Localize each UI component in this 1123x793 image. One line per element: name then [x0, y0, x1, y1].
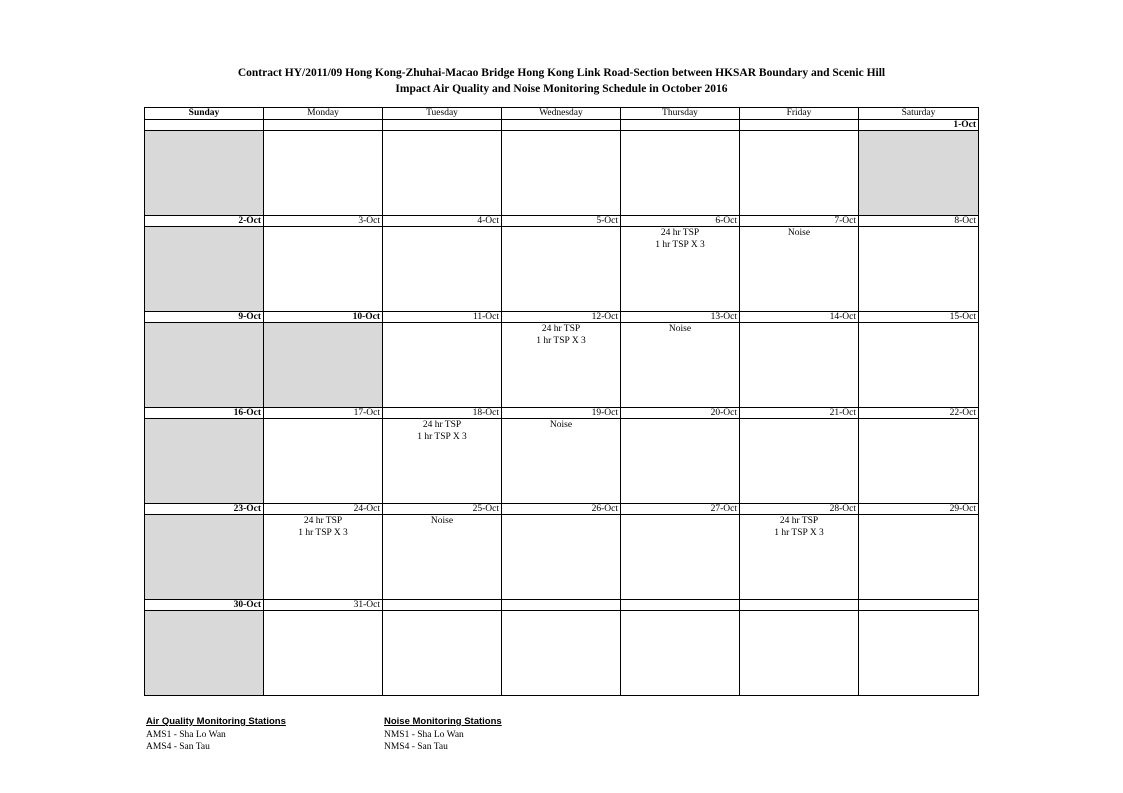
- day-cell: [502, 419, 621, 504]
- monitoring-entry: 1 hr TSP X 3: [774, 528, 824, 538]
- monitoring-entry: 24 hr TSP: [541, 324, 581, 334]
- day-date-label: 8-Oct: [859, 216, 979, 227]
- monitoring-entry: 24 hr TSP: [779, 516, 819, 526]
- monitoring-entry: 24 hr TSP: [660, 228, 700, 238]
- day-date-label: 30-Oct: [145, 600, 264, 611]
- monitoring-entry: 1 hr TSP X 3: [655, 240, 705, 250]
- day-cell: [621, 419, 740, 504]
- week-date-row: [145, 120, 979, 131]
- day-date-label: [264, 120, 383, 131]
- day-date-label: 1-Oct: [859, 120, 979, 131]
- week-date-row: [145, 600, 979, 611]
- monitoring-entry: Noise: [668, 324, 692, 334]
- day-cell: [264, 227, 383, 312]
- air-station-item: AMS4 - San Tau: [146, 742, 210, 752]
- monitoring-entry: 1 hr TSP X 3: [417, 432, 467, 442]
- day-date-label: 25-Oct: [383, 504, 502, 515]
- day-cell: [859, 227, 979, 312]
- air-quality-legend: [146, 716, 286, 753]
- weekday-header-row: [145, 108, 979, 120]
- calendar-weeks: [145, 120, 979, 696]
- day-date-label: [740, 600, 859, 611]
- day-cell: [502, 323, 621, 408]
- day-cell: [264, 515, 383, 600]
- weekday-thursday: Thursday: [621, 108, 740, 120]
- day-date-label: [859, 600, 979, 611]
- day-cell: [502, 611, 621, 696]
- weekday-sunday: Sunday: [145, 108, 264, 120]
- day-cell: [502, 227, 621, 312]
- day-date-label: [383, 600, 502, 611]
- day-cell: [859, 323, 979, 408]
- day-date-label: [621, 600, 740, 611]
- weekday-friday: Friday: [740, 108, 859, 120]
- week-date-row: [145, 504, 979, 515]
- day-cell: [621, 323, 740, 408]
- week-body-row: [145, 611, 979, 696]
- day-date-label: 3-Oct: [264, 216, 383, 227]
- week-body-row: [145, 227, 979, 312]
- noise-legend: [384, 716, 502, 753]
- day-cell: [383, 323, 502, 408]
- day-date-label: 7-Oct: [740, 216, 859, 227]
- week-date-row: [145, 312, 979, 323]
- day-date-label: 12-Oct: [502, 312, 621, 323]
- day-date-label: 11-Oct: [383, 312, 502, 323]
- monitoring-entry: Noise: [549, 420, 573, 430]
- day-cell: [145, 611, 264, 696]
- document-subtitle: Impact Air Quality and Noise Monitoring Schedule in October 2016: [395, 83, 728, 95]
- day-cell: [383, 419, 502, 504]
- day-cell: [859, 515, 979, 600]
- day-cell: [740, 227, 859, 312]
- day-cell: [740, 131, 859, 216]
- day-cell: [859, 419, 979, 504]
- weekday-tuesday: Tuesday: [383, 108, 502, 120]
- day-date-label: 18-Oct: [383, 408, 502, 419]
- week-body-row: [145, 131, 979, 216]
- day-cell: [264, 419, 383, 504]
- day-cell: [502, 131, 621, 216]
- weekday-saturday: Saturday: [859, 108, 979, 120]
- day-cell: [145, 419, 264, 504]
- day-date-label: 26-Oct: [502, 504, 621, 515]
- day-date-label: 23-Oct: [145, 504, 264, 515]
- day-date-label: 27-Oct: [621, 504, 740, 515]
- monitoring-entry: Noise: [787, 228, 811, 238]
- day-cell: [383, 611, 502, 696]
- monitoring-entry: 1 hr TSP X 3: [536, 336, 586, 346]
- day-cell: [502, 515, 621, 600]
- day-cell: [859, 131, 979, 216]
- day-date-label: 13-Oct: [621, 312, 740, 323]
- day-date-label: [621, 120, 740, 131]
- day-date-label: 14-Oct: [740, 312, 859, 323]
- day-cell: [145, 227, 264, 312]
- day-cell: [621, 227, 740, 312]
- air-station-item: AMS1 - Sha Lo Wan: [146, 730, 226, 740]
- day-date-label: [502, 120, 621, 131]
- air-quality-heading: Air Quality Monitoring Stations: [146, 716, 286, 727]
- day-cell: [621, 515, 740, 600]
- day-date-label: 24-Oct: [264, 504, 383, 515]
- day-date-label: [383, 120, 502, 131]
- day-cell: [740, 515, 859, 600]
- monitoring-entry: 24 hr TSP: [422, 420, 462, 430]
- noise-heading: Noise Monitoring Stations: [384, 716, 502, 727]
- day-date-label: 31-Oct: [264, 600, 383, 611]
- day-cell: [740, 611, 859, 696]
- day-date-label: 2-Oct: [145, 216, 264, 227]
- day-date-label: 5-Oct: [502, 216, 621, 227]
- day-cell: [145, 323, 264, 408]
- day-date-label: [502, 600, 621, 611]
- day-date-label: 15-Oct: [859, 312, 979, 323]
- day-cell: [145, 131, 264, 216]
- day-date-label: 16-Oct: [145, 408, 264, 419]
- weekday-wednesday: Wednesday: [502, 108, 621, 120]
- day-cell: [264, 131, 383, 216]
- day-date-label: [145, 120, 264, 131]
- monitoring-entry: 1 hr TSP X 3: [298, 528, 348, 538]
- week-body-row: [145, 323, 979, 408]
- noise-station-item: NMS4 - San Tau: [384, 742, 448, 752]
- day-date-label: 4-Oct: [383, 216, 502, 227]
- day-date-label: 6-Oct: [621, 216, 740, 227]
- day-date-label: 29-Oct: [859, 504, 979, 515]
- day-cell: [145, 515, 264, 600]
- day-date-label: 17-Oct: [264, 408, 383, 419]
- noise-station-item: NMS1 - Sha Lo Wan: [384, 730, 464, 740]
- weekday-monday: Monday: [264, 108, 383, 120]
- day-cell: [740, 323, 859, 408]
- day-cell: [740, 419, 859, 504]
- day-cell: [383, 131, 502, 216]
- day-date-label: 9-Oct: [145, 312, 264, 323]
- day-date-label: 19-Oct: [502, 408, 621, 419]
- week-date-row: [145, 216, 979, 227]
- day-date-label: [740, 120, 859, 131]
- week-body-row: [145, 515, 979, 600]
- day-cell: [383, 515, 502, 600]
- week-body-row: [145, 419, 979, 504]
- week-date-row: [145, 408, 979, 419]
- day-cell: [383, 227, 502, 312]
- day-date-label: 10-Oct: [264, 312, 383, 323]
- monitoring-entry: 24 hr TSP: [303, 516, 343, 526]
- day-cell: [859, 611, 979, 696]
- day-date-label: 22-Oct: [859, 408, 979, 419]
- day-date-label: 20-Oct: [621, 408, 740, 419]
- day-cell: [264, 323, 383, 408]
- document-title: Contract HY/2011/09 Hong Kong-Zhuhai-Macao Bridge Hong Kong Link Road-Section between HKSAR Boundary and Scenic Hill: [237, 67, 886, 79]
- day-cell: [621, 131, 740, 216]
- monitoring-entry: Noise: [430, 516, 454, 526]
- day-date-label: 28-Oct: [740, 504, 859, 515]
- day-cell: [264, 611, 383, 696]
- day-date-label: 21-Oct: [740, 408, 859, 419]
- monitoring-calendar: [144, 107, 979, 696]
- day-cell: [621, 611, 740, 696]
